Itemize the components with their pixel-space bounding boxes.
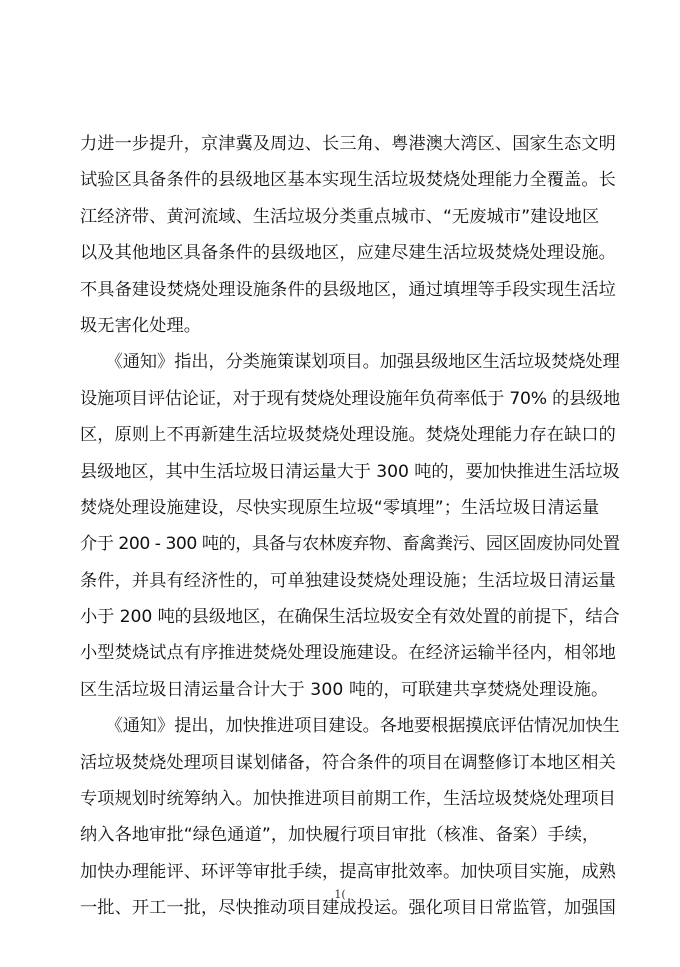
text-line: 不具备建设焚烧处理设施条件的县级地区，通过填埋等手段实现生活垃: [80, 279, 616, 300]
text-line: 区，原则上不再新建生活垃圾焚烧处理设施。焚烧处理能力存在缺口的: [80, 425, 616, 446]
text-line: 加快办理能评、环评等审批手续，提高审批效率。加快项目实施，成熟: [80, 861, 616, 882]
page-number: 1(: [334, 888, 346, 901]
text-line: 《通知》指出，分类施策谋划项目。加强县级地区生活垃圾焚烧处理: [80, 352, 620, 373]
text-line: 介于 200 - 300 吨的，具备与农林废弃物、畜禽粪污、园区固废协同处置: [80, 534, 620, 555]
text-line: 小型焚烧试点有序推进焚烧处理设施建设。在经济运输半径内，相邻地: [80, 643, 616, 664]
text-line: 设施项目评估论证，对于现有焚烧处理设施年负荷率低于 70% 的县级地: [80, 388, 620, 409]
text-line: 活垃圾焚烧处理项目谋划储备，符合条件的项目在调整修订本地区相关: [80, 752, 616, 773]
text-line: 力进一步提升，京津冀及周边、长三角、粤港澳大湾区、国家生态文明: [80, 134, 616, 154]
text-line: 焚烧处理设施建设，尽快实现原生垃圾“零填埋”；生活垃圾日清运量: [80, 497, 600, 518]
text-line: 江经济带、黄河流域、生活垃圾分类重点城市、“无废城市”建设地区: [80, 206, 600, 227]
text-line: 专项规划时统筹纳入。加快推进项目前期工作，生活垃圾焚烧处理项目: [80, 789, 616, 810]
text-line: 一批、开工一批，尽快推动项目建成投运。强化项目日常监管，加强国: [80, 898, 616, 919]
text-line: 县级地区，其中生活垃圾日清运量大于 300 吨的，要加快推进生活垃圾: [80, 461, 620, 482]
text-line: 条件，并具有经济性的，可单独建设焚烧处理设施；生活垃圾日清运量: [80, 570, 616, 591]
body-text: [80, 126, 620, 927]
text-line: 《通知》提出，加快推进项目建设。各地要根据摸底评估情况加快生: [80, 716, 620, 737]
text-line: 纳入各地审批“绿色通道”，加快履行项目审批（核准、备案）手续，: [80, 825, 600, 846]
text-line: 区生活垃圾日清运量合计大于 300 吨的，可联建共享焚烧处理设施。: [80, 679, 609, 700]
text-line: 小于 200 吨的县级地区，在确保生活垃圾安全有效处置的前提下，结合: [80, 607, 620, 628]
text-line: 试验区具备条件的县级地区基本实现生活垃圾焚烧处理能力全覆盖。长: [80, 170, 616, 191]
text-line: 以及其他地区具备条件的县级地区，应建尽建生活垃圾焚烧处理设施。: [80, 243, 616, 264]
text-line: 圾无害化处理。: [80, 315, 202, 336]
